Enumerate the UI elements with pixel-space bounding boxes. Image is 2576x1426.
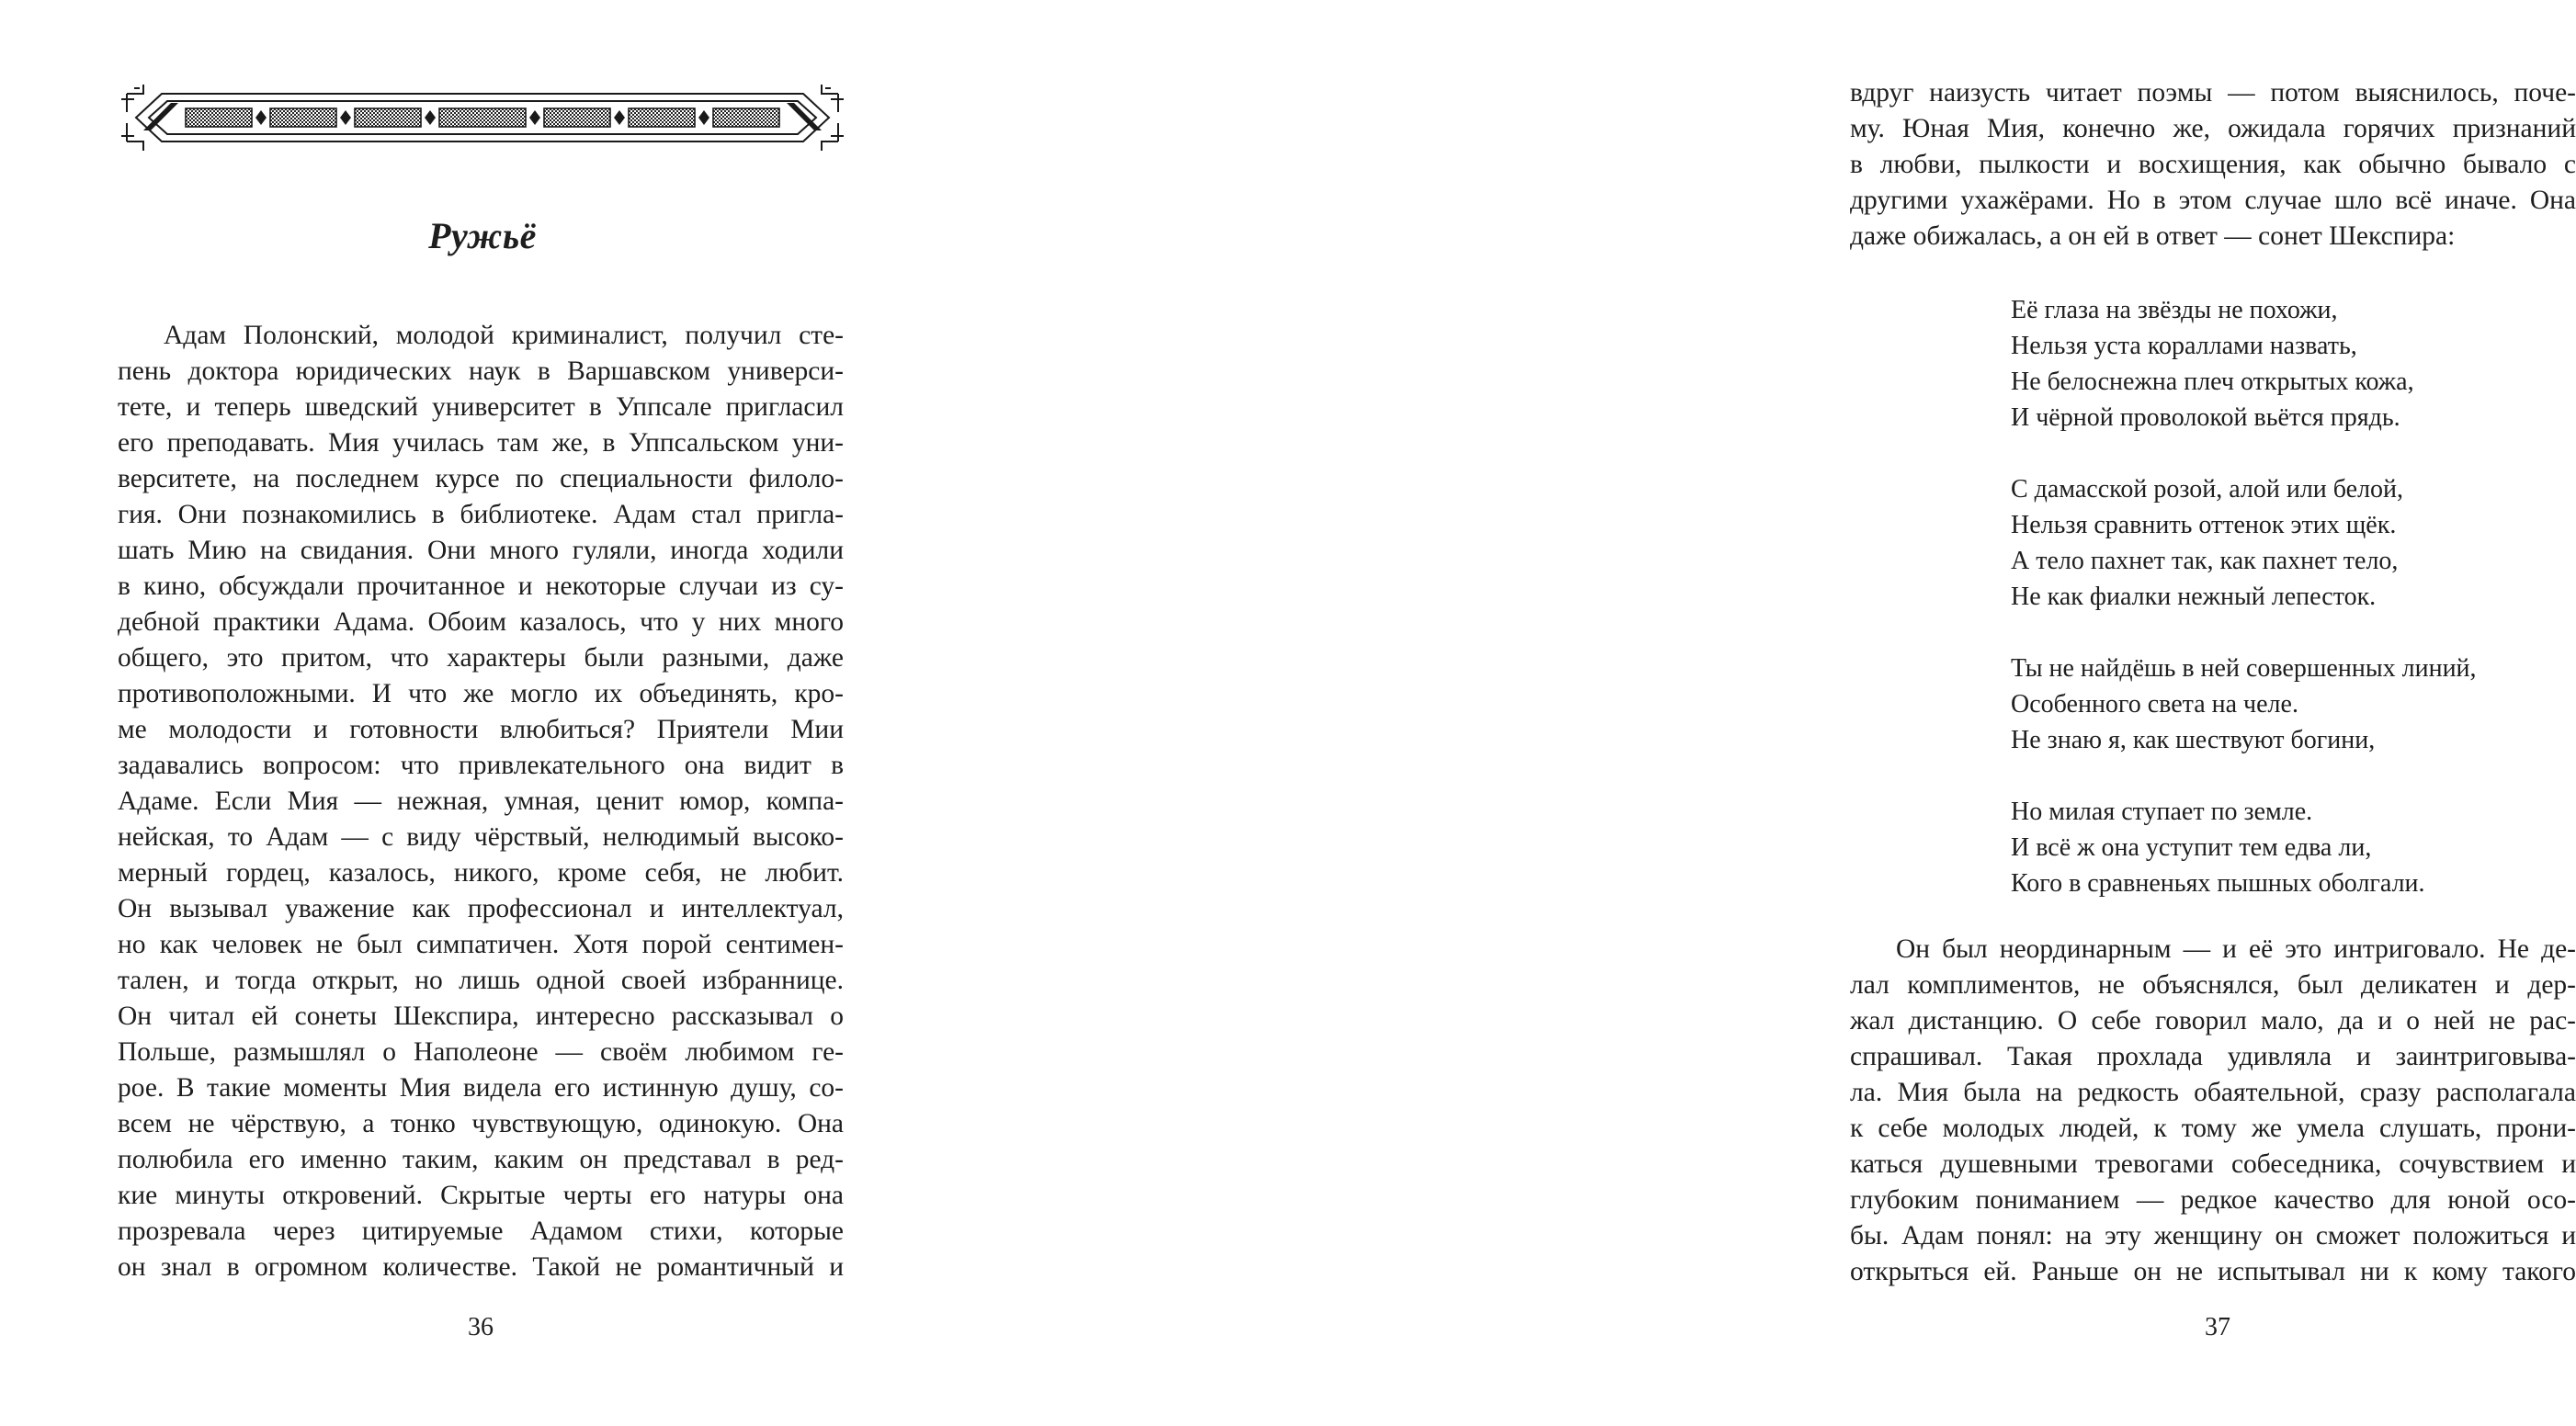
text-line: другими ухажёрами. Но в этом случае шло всё иначе. Она: [1850, 186, 2576, 215]
poem-line: И чёрной проволокой вьётся прядь.: [2011, 403, 2400, 432]
text-line: общего, это притом, что характеры были разными, даже: [118, 643, 844, 673]
right-page-text: [1850, 932, 2576, 1290]
shakespeare-sonnet: [2011, 292, 2562, 901]
text-line: лал комплиментов, не объяснялся, был деликатен и дер-: [1850, 970, 2576, 1000]
text-line: кие минуты откровений. Скрытые черты его натуры она: [118, 1181, 844, 1210]
text-line: Он был неординарным — и её это интриговало. Не де-: [1896, 934, 2576, 964]
text-line: Он вызывал уважение как профессионал и интеллектуал,: [118, 894, 844, 923]
poem-line: Нельзя сравнить оттенок этих щёк.: [2011, 511, 2397, 539]
text-line: бы. Адам понял: на эту женщину он сможет положиться и: [1850, 1221, 2576, 1251]
text-line: верситете, на последнем курсе по специальности филоло-: [118, 464, 844, 493]
poem-line: Не знаю я, как шествуют богини,: [2011, 726, 2376, 754]
poem-stanza: [2011, 292, 2562, 436]
text-line: пень доктора юридических наук в Варшавском универси-: [118, 356, 844, 386]
text-line: рое. В такие моменты Мия видела его истинную душу, со-: [118, 1073, 844, 1103]
poem-line: Не белоснежна плеч открытых кожа,: [2011, 368, 2414, 396]
text-line: Польше, размышлял о Наполеоне — своём любимом ге-: [118, 1037, 844, 1067]
text-line: жал дистанцию. О себе говорил мало, да и о ней не рас-: [1850, 1006, 2576, 1036]
text-line: к себе молодых людей, к тому же умела слушать, прони-: [1850, 1114, 2576, 1143]
poem-line: Кого в сравненьях пышных оболгали.: [2011, 869, 2425, 898]
text-line: каться душевными тревогами собеседника, сочувствием и: [1850, 1149, 2576, 1179]
text-line: ла. Мия была на редкость обаятельной, сразу располагала: [1850, 1078, 2576, 1107]
text-line: тален, и тогда открыт, но лишь одной своей избраннице.: [118, 966, 844, 995]
text-line: но как человек не был симпатичен. Хотя порой сентимен-: [118, 930, 844, 959]
left-page: [0, 0, 890, 1426]
text-line: в кино, обсуждали прочитанное и некоторые случаи из су-: [118, 572, 844, 601]
text-line: прозревала через цитируемые Адамом стихи, которые: [118, 1217, 844, 1246]
poem-line: Нельзя уста кораллами назвать,: [2011, 332, 2357, 360]
page-number-left: 36: [468, 1313, 494, 1341]
text-line: шать Мию на свидания. Они много гуляли, иногда ходили: [118, 536, 844, 565]
text-line: его преподавать. Мия училась там же, в Уппсальском уни-: [118, 428, 844, 458]
left-page-text: [118, 318, 844, 1285]
text-line: Он читал ей сонеты Шекспира, интересно рассказывал о: [118, 1002, 844, 1031]
poem-line: Ты не найдёшь в ней совершенных линий,: [2011, 654, 2477, 683]
text-line: полюбила его именно таким, каким он представал в ред-: [118, 1145, 844, 1174]
text-line: мерный гордец, казалось, никого, кроме себя, не любит.: [118, 858, 844, 888]
poem-stanza: [2011, 651, 2562, 758]
chapter-title: Ружьё: [428, 215, 537, 256]
text-line: вдруг наизусть читает поэмы — потом выяснилось, поче-: [1850, 78, 2576, 108]
text-line: нейская, то Адам — с виду чёрствый, нелюдимый высоко-: [118, 822, 844, 852]
text-line: дебной практики Адама. Обоим казалось, что у них много: [118, 607, 844, 637]
poem-stanza: [2011, 471, 2562, 615]
right-page: [890, 0, 2576, 1426]
text-line: Адаме. Если Мия — нежная, умная, ценит юмор, компа-: [118, 787, 844, 816]
text-line: открыться ей. Раньше он не испытывал ни к кому такого: [1850, 1257, 2576, 1286]
text-line: задавались вопросом: что привлекательного она видит в: [118, 751, 844, 780]
text-line: глубоким пониманием — редкое качество для юной осо-: [1850, 1185, 2576, 1215]
text-line: он знал в огромном количестве. Такой не романтичный и: [118, 1252, 844, 1282]
text-line: всем не чёрствую, а тонко чувствующую, одинокую. Она: [118, 1109, 844, 1138]
chapter-ornament-border: [118, 81, 847, 153]
right-page-intro-text: [1850, 75, 2576, 255]
text-line: Адам Полонский, молодой криминалист, получил сте-: [164, 321, 844, 350]
poem-line: Но милая ступает по земле.: [2011, 798, 2313, 826]
text-line: в любви, пылкости и восхищения, как обычно бывало с: [1850, 150, 2576, 179]
text-line: даже обижалась, а он ей в ответ — сонет Шекспира:: [1850, 221, 2456, 251]
text-line: тете, и теперь шведский университет в Уппсале пригласил: [118, 392, 844, 422]
text-line: му. Юная Мия, конечно же, ожидала горячих признаний: [1850, 114, 2576, 143]
page-number-right: 37: [2205, 1313, 2230, 1341]
poem-line: Не как фиалки нежный лепесток.: [2011, 583, 2377, 611]
poem-line: И всё ж она уступит тем едва ли,: [2011, 833, 2372, 862]
poem-line: А тело пахнет так, как пахнет тело,: [2011, 547, 2399, 575]
text-line: спрашивал. Такая прохлада удивляла и заинтриговыва-: [1850, 1042, 2576, 1071]
poem-line: Особенного света на челе.: [2011, 690, 2298, 719]
text-line: ме молодости и готовности влюбиться? Приятели Мии: [118, 715, 844, 744]
text-line: противоположными. И что же могло их объединять, кро-: [118, 679, 844, 708]
poem-line: С дамасской розой, алой или белой,: [2011, 475, 2404, 504]
text-line: гия. Они познакомились в библиотеке. Адам стал пригла-: [118, 500, 844, 529]
poem-line: Её глаза на звёзды не похожи,: [2011, 296, 2338, 324]
poem-stanza: [2011, 794, 2562, 901]
